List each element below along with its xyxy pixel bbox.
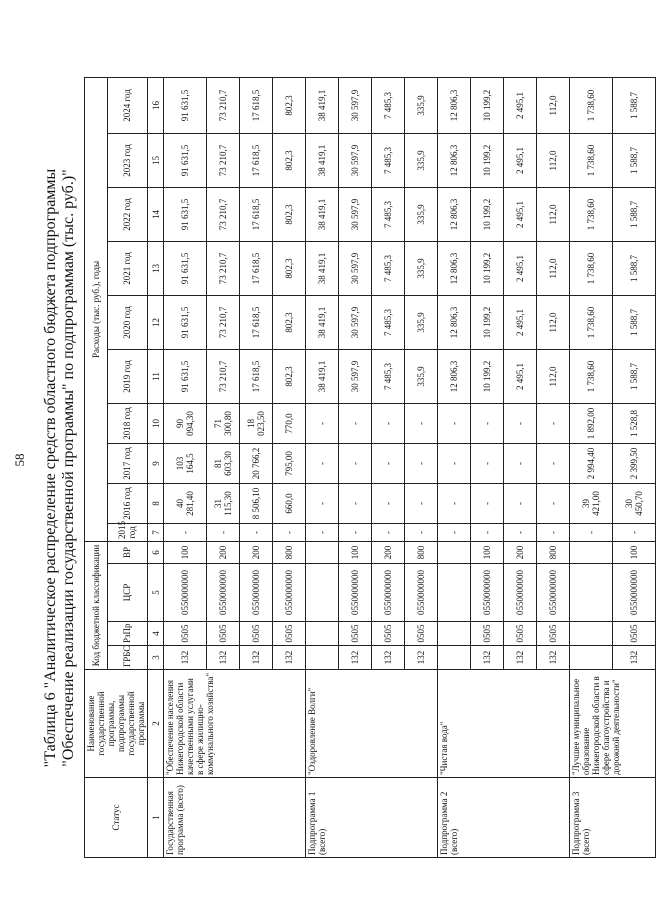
table-cell: - bbox=[537, 483, 570, 523]
table-cell: - bbox=[438, 443, 471, 483]
table-cell: 40 281,40 bbox=[164, 483, 207, 523]
table-cell: 660,0 bbox=[273, 483, 306, 523]
table-cell: - bbox=[372, 443, 405, 483]
table-cell: 112,0 bbox=[537, 349, 570, 403]
header-year: 2023 год bbox=[107, 133, 147, 187]
table-cell: - bbox=[372, 523, 405, 541]
table-cell: 0550000000 bbox=[613, 564, 656, 622]
table-cell: 2 994,40 bbox=[570, 443, 613, 483]
table-cell: 0550000000 bbox=[537, 564, 570, 622]
table-cell: - bbox=[405, 483, 438, 523]
table-cell: - bbox=[306, 443, 339, 483]
table-cell: 0505 bbox=[240, 622, 273, 646]
table-cell: 132 bbox=[207, 646, 240, 670]
table-cell: 12 806,3 bbox=[438, 241, 471, 295]
table-cell: - bbox=[405, 523, 438, 541]
table-cell: - bbox=[339, 523, 372, 541]
table-cell bbox=[306, 622, 339, 646]
table-cell: 7 485,3 bbox=[372, 133, 405, 187]
table-cell: 30 597,9 bbox=[339, 295, 372, 349]
column-number-row bbox=[148, 77, 164, 857]
table-cell: 335,9 bbox=[405, 77, 438, 133]
table-cell: 0505 bbox=[405, 622, 438, 646]
table-cell: - bbox=[537, 403, 570, 443]
table-cell: - bbox=[339, 443, 372, 483]
table-cell: 0550000000 bbox=[164, 564, 207, 622]
table-cell: 10 199,2 bbox=[471, 133, 504, 187]
table-cell: 1 588,7 bbox=[613, 241, 656, 295]
table-cell: 132 bbox=[537, 646, 570, 670]
table-cell: 800 bbox=[405, 541, 438, 563]
table-cell: 2 495,1 bbox=[504, 295, 537, 349]
table-cell: 800 bbox=[273, 541, 306, 563]
table-cell: 12 806,3 bbox=[438, 295, 471, 349]
table-cell: - bbox=[306, 403, 339, 443]
table-cell: 38 419,1 bbox=[306, 295, 339, 349]
header-year: 2021 год bbox=[107, 241, 147, 295]
table-cell: - bbox=[405, 403, 438, 443]
header-code: Код бюджетной классификации bbox=[85, 541, 108, 669]
table-cell: 1 738,60 bbox=[570, 295, 613, 349]
row-status: Подпрограмма 2 (всего) bbox=[438, 778, 570, 858]
table-cell bbox=[306, 646, 339, 670]
table-cell: - bbox=[504, 483, 537, 523]
table-cell: 1 738,60 bbox=[570, 133, 613, 187]
column-number: 11 bbox=[148, 349, 164, 403]
table-cell: 91 631,5 bbox=[164, 295, 207, 349]
table-cell: 17 618,5 bbox=[240, 349, 273, 403]
table-cell: 100 bbox=[613, 541, 656, 563]
table-cell: 132 bbox=[405, 646, 438, 670]
table-cell: 91 631,5 bbox=[164, 241, 207, 295]
header-name: Наименование государственной программы, подпрограммы государственной программы bbox=[85, 670, 148, 778]
table-cell: 112,0 bbox=[537, 241, 570, 295]
table-cell: 0505 bbox=[613, 622, 656, 646]
table-cell: 112,0 bbox=[537, 133, 570, 187]
header-vr: ВР bbox=[107, 541, 147, 563]
table-cell: 335,9 bbox=[405, 187, 438, 241]
table-cell: 1 588,7 bbox=[613, 77, 656, 133]
table-cell: - bbox=[504, 403, 537, 443]
table-cell: 2 399,50 bbox=[613, 443, 656, 483]
column-number: 4 bbox=[148, 622, 164, 646]
table-cell: 802,3 bbox=[273, 77, 306, 133]
table-cell: 17 618,5 bbox=[240, 295, 273, 349]
table-cell bbox=[438, 564, 471, 622]
table-cell: - bbox=[339, 403, 372, 443]
table-cell: 0505 bbox=[164, 622, 207, 646]
table-cell: 71 300,80 bbox=[207, 403, 240, 443]
table-cell: 132 bbox=[273, 646, 306, 670]
table-cell: 0505 bbox=[207, 622, 240, 646]
table-title-line-1: "Таблица 6 "Аналитическое распределение средств областного бюджета подпрограммы bbox=[42, 168, 59, 768]
table-cell: 335,9 bbox=[405, 295, 438, 349]
table-cell: 7 485,3 bbox=[372, 241, 405, 295]
column-number: 10 bbox=[148, 403, 164, 443]
table-cell: 38 419,1 bbox=[306, 241, 339, 295]
column-number: 1 bbox=[148, 778, 164, 858]
column-number: 12 bbox=[148, 295, 164, 349]
table-cell: 0550000000 bbox=[207, 564, 240, 622]
table-cell: - bbox=[471, 483, 504, 523]
table-cell: - bbox=[471, 443, 504, 483]
table-cell: 1 588,7 bbox=[613, 295, 656, 349]
table-cell: 0505 bbox=[537, 622, 570, 646]
table-cell: - bbox=[537, 523, 570, 541]
table-cell: 7 485,3 bbox=[372, 295, 405, 349]
table-cell: 802,3 bbox=[273, 133, 306, 187]
table-cell: 132 bbox=[164, 646, 207, 670]
table-cell: 1 738,60 bbox=[570, 77, 613, 133]
table-cell: - bbox=[240, 523, 273, 541]
column-number: 6 bbox=[148, 541, 164, 563]
table-cell: 1 738,60 bbox=[570, 349, 613, 403]
table-cell: 335,9 bbox=[405, 133, 438, 187]
table-cell bbox=[570, 564, 613, 622]
table-cell bbox=[570, 541, 613, 563]
row-status: Подпрограмма 1 (всего) bbox=[306, 778, 438, 858]
header-status: Статус bbox=[85, 778, 148, 858]
rotated-page bbox=[40, 78, 644, 858]
table-cell: 17 618,5 bbox=[240, 187, 273, 241]
table-cell: 100 bbox=[164, 541, 207, 563]
table-cell: - bbox=[537, 443, 570, 483]
table-cell: 795,00 bbox=[273, 443, 306, 483]
table-cell: 81 603,30 bbox=[207, 443, 240, 483]
table-cell: 132 bbox=[372, 646, 405, 670]
table-cell: 12 806,3 bbox=[438, 77, 471, 133]
table-cell: 17 618,5 bbox=[240, 133, 273, 187]
header-year: 2022 год bbox=[107, 187, 147, 241]
table-cell: 91 631,5 bbox=[164, 77, 207, 133]
table-cell: 112,0 bbox=[537, 295, 570, 349]
table-cell: 335,9 bbox=[405, 349, 438, 403]
table-cell: - bbox=[372, 403, 405, 443]
table-cell: - bbox=[372, 483, 405, 523]
table-title-line-2: "Обеспечение реализации государственной программы" по подпрограммам (тыс. руб.)" bbox=[60, 169, 77, 767]
table-cell: 0550000000 bbox=[504, 564, 537, 622]
table-cell: 39 421,00 bbox=[570, 483, 613, 523]
table-cell: 30 597,9 bbox=[339, 241, 372, 295]
column-number: 14 bbox=[148, 187, 164, 241]
header-rzpr: РзПр bbox=[107, 622, 147, 646]
table-cell: 802,3 bbox=[273, 241, 306, 295]
table-cell: 1 588,7 bbox=[613, 133, 656, 187]
table-cell: 132 bbox=[504, 646, 537, 670]
row-name: "Обеспечение населения Нижегородской области качественными услугами в сфере жилищно-коммунального хозяйства" bbox=[164, 670, 306, 778]
table-cell bbox=[306, 541, 339, 563]
column-number: 3 bbox=[148, 646, 164, 670]
table-cell: 73 210,7 bbox=[207, 241, 240, 295]
row-name: "Чистая вода" bbox=[438, 670, 570, 778]
table-cell bbox=[570, 646, 613, 670]
table-cell: - bbox=[438, 483, 471, 523]
table-cell: 30 597,9 bbox=[339, 349, 372, 403]
table-cell: 200 bbox=[240, 541, 273, 563]
table-cell: 0550000000 bbox=[273, 564, 306, 622]
table-cell: 38 419,1 bbox=[306, 133, 339, 187]
column-number: 2 bbox=[148, 670, 164, 778]
table-cell: 31 115,30 bbox=[207, 483, 240, 523]
row-status: Подпрограмма 3 (всего) bbox=[570, 778, 656, 858]
table-cell: 12 806,3 bbox=[438, 133, 471, 187]
header-expenses: Расходы (тыс. руб.), годы bbox=[85, 77, 108, 541]
table-cell: 91 631,5 bbox=[164, 349, 207, 403]
table-cell: 1 738,60 bbox=[570, 187, 613, 241]
header-year: 2024 год bbox=[107, 77, 147, 133]
table-cell: 17 618,5 bbox=[240, 241, 273, 295]
table-cell: 0505 bbox=[471, 622, 504, 646]
table-cell: - bbox=[306, 523, 339, 541]
table-cell: 10 199,2 bbox=[471, 77, 504, 133]
table-cell: 73 210,7 bbox=[207, 187, 240, 241]
table-cell: 802,3 bbox=[273, 187, 306, 241]
table-cell: 38 419,1 bbox=[306, 349, 339, 403]
table-cell: 17 618,5 bbox=[240, 77, 273, 133]
table-cell: 1 588,7 bbox=[613, 187, 656, 241]
header-year: 2015 год bbox=[107, 523, 147, 541]
header-year: 2020 год bbox=[107, 295, 147, 349]
table-cell: 30 597,9 bbox=[339, 187, 372, 241]
table-cell: - bbox=[306, 483, 339, 523]
table-cell: 2 495,1 bbox=[504, 77, 537, 133]
table-cell: 38 419,1 bbox=[306, 77, 339, 133]
table-cell: 12 806,3 bbox=[438, 349, 471, 403]
row-name: "Оздоровление Волги" bbox=[306, 670, 438, 778]
header-grbs: ГРБС bbox=[107, 646, 147, 670]
table-cell: 100 bbox=[339, 541, 372, 563]
table-cell: 91 631,5 bbox=[164, 187, 207, 241]
table-cell: 112,0 bbox=[537, 77, 570, 133]
table-cell: 12 806,3 bbox=[438, 187, 471, 241]
column-number: 8 bbox=[148, 483, 164, 523]
table-cell: - bbox=[471, 523, 504, 541]
table-cell: - bbox=[570, 523, 613, 541]
table-cell: - bbox=[339, 483, 372, 523]
table-cell: 7 485,3 bbox=[372, 187, 405, 241]
column-number: 5 bbox=[148, 564, 164, 622]
table-cell: 73 210,7 bbox=[207, 77, 240, 133]
column-number: 13 bbox=[148, 241, 164, 295]
table-cell: 20 766,2 bbox=[240, 443, 273, 483]
table-cell: 0550000000 bbox=[405, 564, 438, 622]
table-cell: - bbox=[405, 443, 438, 483]
row-status: Государственная программа (всего) bbox=[164, 778, 306, 858]
table-cell: - bbox=[207, 523, 240, 541]
column-number: 7 bbox=[148, 523, 164, 541]
expenses-table bbox=[84, 77, 656, 858]
table-cell: 30 597,9 bbox=[339, 77, 372, 133]
table-cell: - bbox=[504, 523, 537, 541]
table-cell: 335,9 bbox=[405, 241, 438, 295]
table-cell: 30 597,9 bbox=[339, 133, 372, 187]
column-number: 15 bbox=[148, 133, 164, 187]
table-cell: 90 094,30 bbox=[164, 403, 207, 443]
table-cell: 0505 bbox=[339, 622, 372, 646]
column-number: 9 bbox=[148, 443, 164, 483]
table-cell bbox=[306, 564, 339, 622]
table-cell: 1 738,60 bbox=[570, 241, 613, 295]
table-cell bbox=[438, 646, 471, 670]
table-cell: 0505 bbox=[504, 622, 537, 646]
table-cell: 0505 bbox=[273, 622, 306, 646]
header-csr: ЦСР bbox=[107, 564, 147, 622]
table-cell: - bbox=[438, 403, 471, 443]
table-cell: 7 485,3 bbox=[372, 349, 405, 403]
table-cell: 7 485,3 bbox=[372, 77, 405, 133]
header-year: 2018 год bbox=[107, 403, 147, 443]
table-cell bbox=[570, 622, 613, 646]
table-cell: 200 bbox=[207, 541, 240, 563]
row-name: "Лучшее муниципальное образование Нижегородской области в сфере благоустройства и дорожной деятельности" bbox=[570, 670, 656, 778]
table-cell: 800 bbox=[537, 541, 570, 563]
table-cell: 0550000000 bbox=[240, 564, 273, 622]
table-cell: 73 210,7 bbox=[207, 349, 240, 403]
table-cell: 2 495,1 bbox=[504, 133, 537, 187]
table-cell: 8 506,10 bbox=[240, 483, 273, 523]
table-cell bbox=[438, 622, 471, 646]
table-cell: 73 210,7 bbox=[207, 295, 240, 349]
table-cell: 2 495,1 bbox=[504, 349, 537, 403]
table-cell: 10 199,2 bbox=[471, 349, 504, 403]
table-cell: 0550000000 bbox=[471, 564, 504, 622]
table-cell: - bbox=[273, 523, 306, 541]
table-cell: 802,3 bbox=[273, 349, 306, 403]
table-cell: 1 528,8 bbox=[613, 403, 656, 443]
table-cell: 770,0 bbox=[273, 403, 306, 443]
table-cell: 10 199,2 bbox=[471, 187, 504, 241]
table-cell: 0505 bbox=[372, 622, 405, 646]
table-cell: 103 164,5 bbox=[164, 443, 207, 483]
page-number: 58 bbox=[12, 453, 27, 467]
table-cell: 38 419,1 bbox=[306, 187, 339, 241]
table-cell: - bbox=[613, 523, 656, 541]
table-cell: 2 495,1 bbox=[504, 241, 537, 295]
table-cell: 132 bbox=[240, 646, 273, 670]
table-cell: 0550000000 bbox=[372, 564, 405, 622]
table-cell bbox=[438, 541, 471, 563]
table-cell: 1 892,00 bbox=[570, 403, 613, 443]
table-cell: 132 bbox=[613, 646, 656, 670]
table-cell: 18 023,50 bbox=[240, 403, 273, 443]
table-cell: 112,0 bbox=[537, 187, 570, 241]
table-cell: 2 495,1 bbox=[504, 187, 537, 241]
table-cell: - bbox=[438, 523, 471, 541]
column-number: 16 bbox=[148, 77, 164, 133]
table-cell: 73 210,7 bbox=[207, 133, 240, 187]
table-cell: 132 bbox=[471, 646, 504, 670]
table-cell: 100 bbox=[471, 541, 504, 563]
table-cell: 200 bbox=[372, 541, 405, 563]
table-cell: - bbox=[471, 403, 504, 443]
header-year: 2019 год bbox=[107, 349, 147, 403]
table-cell: 30 450,70 bbox=[613, 483, 656, 523]
header-year: 2016 год bbox=[107, 483, 147, 523]
table-cell: 10 199,2 bbox=[471, 295, 504, 349]
table-cell: 132 bbox=[339, 646, 372, 670]
table-cell: - bbox=[164, 523, 207, 541]
table-cell: 1 588,7 bbox=[613, 349, 656, 403]
table-cell: 10 199,2 bbox=[471, 241, 504, 295]
table-cell: 802,3 bbox=[273, 295, 306, 349]
header-year: 2017 год bbox=[107, 443, 147, 483]
table-cell: 200 bbox=[504, 541, 537, 563]
table-cell: - bbox=[504, 443, 537, 483]
table-cell: 91 631,5 bbox=[164, 133, 207, 187]
table-cell: 0550000000 bbox=[339, 564, 372, 622]
